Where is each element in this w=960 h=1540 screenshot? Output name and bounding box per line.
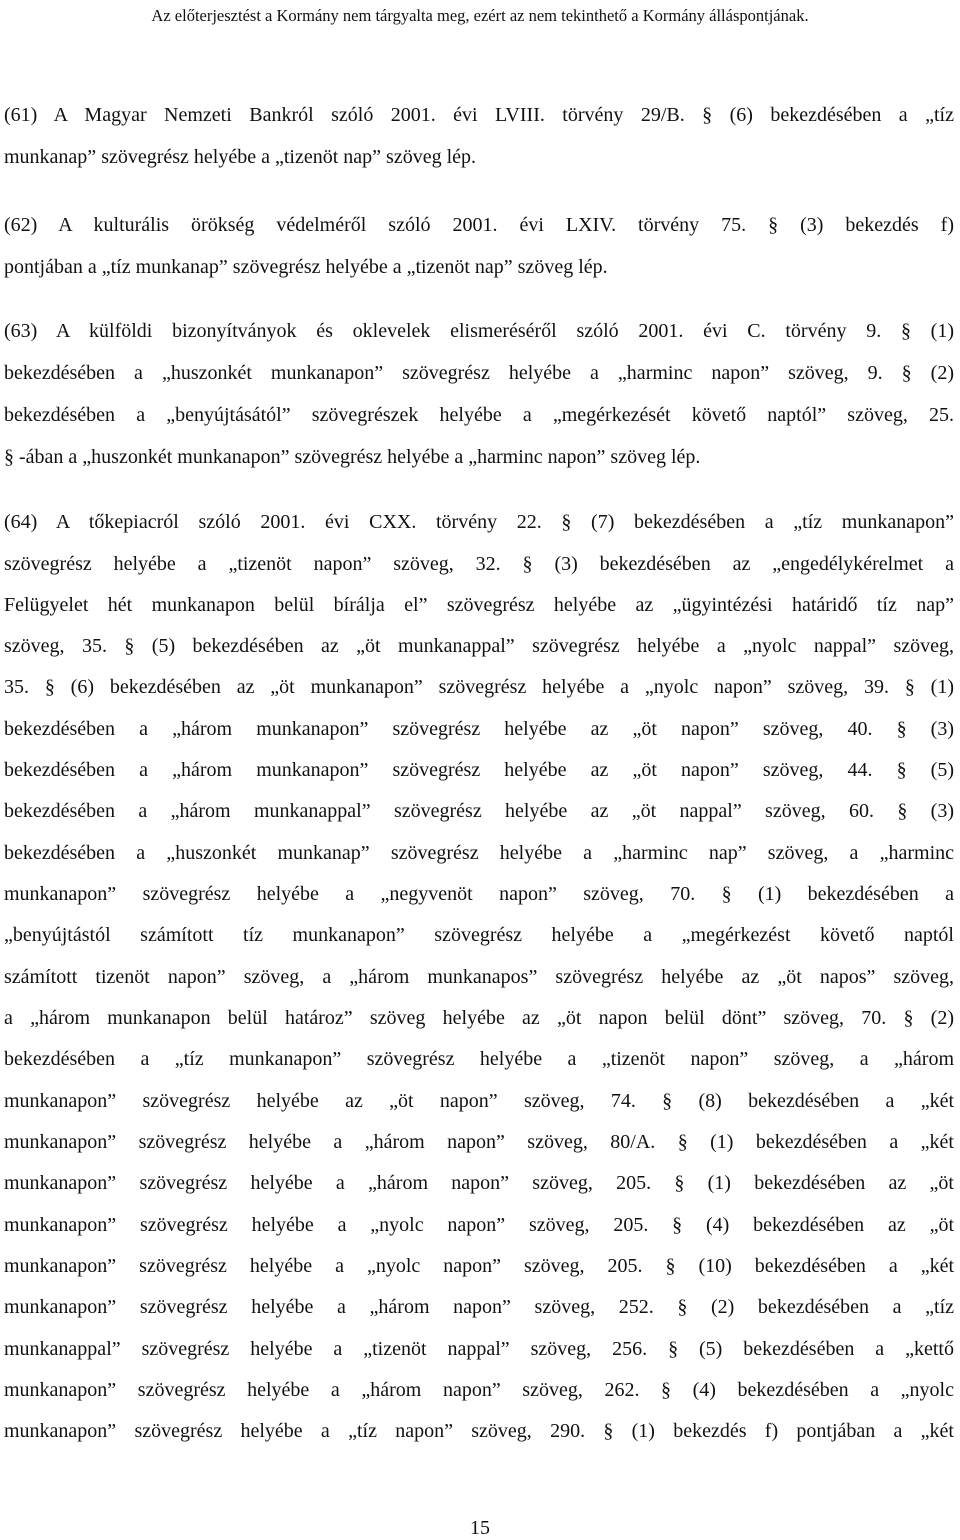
paragraph-63-line-2: bekezdésében a „huszonkét munkanapon” szövegrész helyébe a „harminc napon” szöveg, 9. § (2): [4, 362, 954, 384]
paragraph-61-line-2: munkanap” szövegrész helyébe a „tizenöt nap” szöveg lép.: [4, 146, 477, 168]
paragraph-64-line-17: munkanapon” szövegrész helyébe a „három napon” szöveg, 205. § (1) bekezdésében az „öt: [4, 1172, 954, 1194]
paragraph-64-line-19: munkanapon” szövegrész helyébe a „nyolc napon” szöveg, 205. § (10) bekezdésében a „két: [4, 1255, 954, 1277]
paragraph-64-line-22: munkanapon” szövegrész helyébe a „három napon” szöveg, 262. § (4) bekezdésében a „nyolc: [4, 1379, 954, 1401]
paragraph-63-line-3: bekezdésében a „benyújtásától” szövegrészek helyébe a „megérkezését követő naptól” szöveg, 25.: [4, 404, 954, 426]
paragraph-64-line-14: bekezdésében a „tíz munkanapon” szövegrész helyébe a „tizenöt napon” szöveg, a „három: [4, 1048, 954, 1070]
paragraph-64-line-2: szövegrész helyébe a „tizenöt napon” szöveg, 32. § (3) bekezdésében az „engedélykérelmet a: [4, 553, 954, 575]
paragraph-62-line-1: (62) A kulturális örökség védelméről szóló 2001. évi LXIV. törvény 75. § (3) bekezdés f): [4, 214, 954, 236]
paragraph-61-line-1: (61) A Magyar Nemzeti Bankról szóló 2001. évi LVIII. törvény 29/B. § (6) bekezdésében a „tíz: [4, 104, 954, 126]
paragraph-64-line-20: munkanapon” szövegrész helyébe a „három napon” szöveg, 252. § (2) bekezdésében a „tíz: [4, 1296, 954, 1318]
paragraph-64-line-7: bekezdésében a „három munkanapon” szövegrész helyébe az „öt napon” szöveg, 44. § (5): [4, 759, 954, 781]
paragraph-64-line-3: Felügyelet hét munkanapon belül bírálja el” szövegrész helyébe az „ügyintézési határidő tíz nap”: [4, 594, 954, 616]
paragraph-64-line-1: (64) A tőkepiacról szóló 2001. évi CXX. törvény 22. § (7) bekezdésében a „tíz munkanapon”: [4, 511, 954, 533]
paragraph-62-line-2: pontjában a „tíz munkanap” szövegrész helyébe a „tizenöt nap” szöveg lép.: [4, 256, 608, 278]
page-number: 15: [470, 1517, 490, 1539]
paragraph-64-line-18: munkanapon” szövegrész helyébe a „nyolc napon” szöveg, 205. § (4) bekezdésében az „öt: [4, 1214, 954, 1236]
paragraph-64-line-21: munkanappal” szövegrész helyébe a „tizenöt nappal” szöveg, 256. § (5) bekezdésében a „kettő: [4, 1338, 954, 1360]
paragraph-63-line-4: § -ában a „huszonkét munkanapon” szövegrész helyébe a „harminc napon” szöveg lép.: [4, 446, 701, 468]
paragraph-64-line-5: 35. § (6) bekezdésében az „öt munkanapon” szövegrész helyébe a „nyolc napon” szöveg, 39. § (1): [4, 676, 954, 698]
paragraph-64-line-11: „benyújtástól számított tíz munkanapon” szövegrész helyébe a „megérkezést követő naptól: [4, 924, 954, 946]
paragraph-64-line-15: munkanapon” szövegrész helyébe az „öt napon” szöveg, 74. § (8) bekezdésében a „két: [4, 1090, 954, 1112]
paragraph-64-line-6: bekezdésében a „három munkanapon” szövegrész helyébe az „öt napon” szöveg, 40. § (3): [4, 718, 954, 740]
paragraph-64-line-13: a „három munkanapon belül határoz” szöveg helyébe az „öt napon belül dönt” szöveg, 70. § (2): [4, 1007, 954, 1029]
paragraph-64-line-16: munkanapon” szövegrész helyébe a „három napon” szöveg, 80/A. § (1) bekezdésében a „két: [4, 1131, 954, 1153]
paragraph-64-line-9: bekezdésében a „huszonkét munkanap” szövegrész helyébe a „harminc nap” szöveg, a „harminc: [4, 842, 954, 864]
paragraph-64-line-8: bekezdésében a „három munkanappal” szövegrész helyébe az „öt nappal” szöveg, 60. § (3): [4, 800, 954, 822]
paragraph-64-line-12: számított tizenöt napon” szöveg, a „három munkanapos” szövegrész helyébe az „öt napos” szöveg,: [4, 966, 954, 988]
paragraph-64-line-4: szöveg, 35. § (5) bekezdésében az „öt munkanappal” szövegrész helyébe a „nyolc nappal” szöveg,: [4, 635, 954, 657]
paragraph-64-line-10: munkanapon” szövegrész helyébe a „negyvenöt napon” szöveg, 70. § (1) bekezdésében a: [4, 883, 954, 905]
paragraph-63-line-1: (63) A külföldi bizonyítványok és oklevelek elismeréséről szóló 2001. évi C. törvény 9. § (1): [4, 320, 954, 342]
document-header-notice: Az előterjesztést a Kormány nem tárgyalta meg, ezért az nem tekinthető a Kormány álláspontjának.: [151, 6, 809, 25]
paragraph-64-line-23: munkanapon” szövegrész helyébe a „tíz napon” szöveg, 290. § (1) bekezdés f) pontjában a „két: [4, 1420, 954, 1442]
